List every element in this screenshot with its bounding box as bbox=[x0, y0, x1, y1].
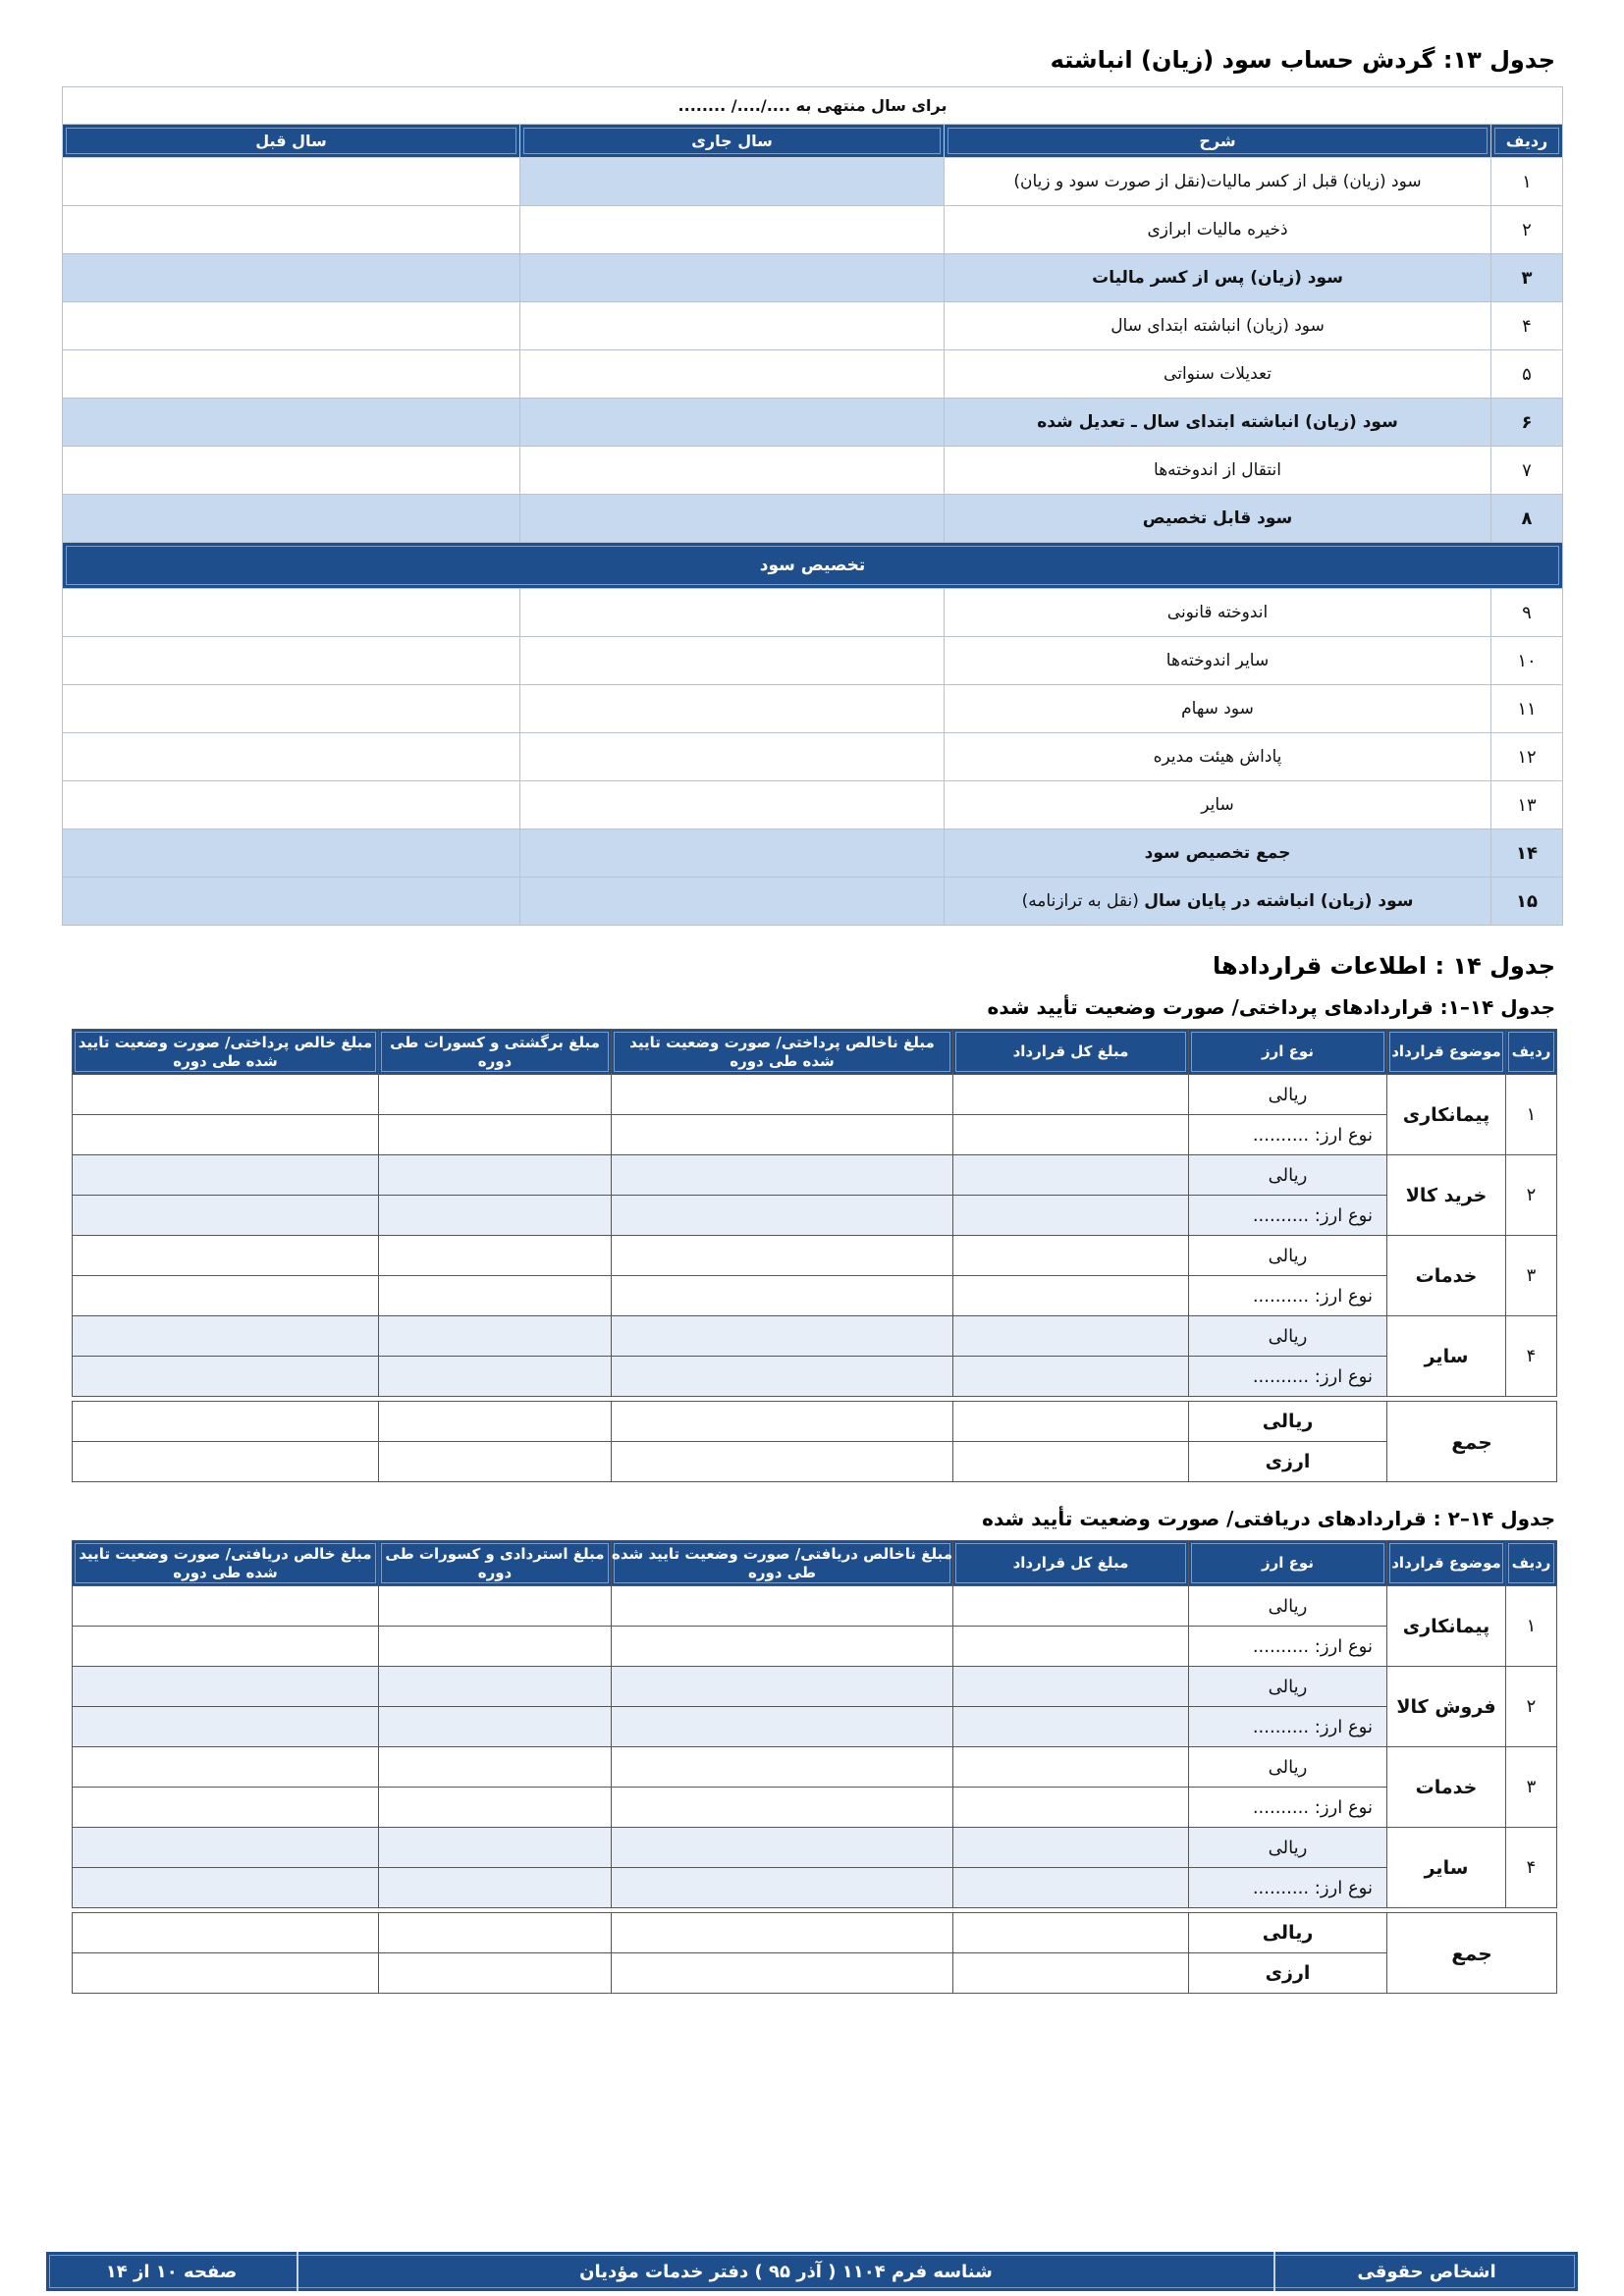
page-footer bbox=[46, 2252, 1578, 2291]
allocation-header: تخصیص سود bbox=[63, 543, 1563, 589]
contract-row-foreign bbox=[73, 1357, 1557, 1397]
row-index: ۴ bbox=[1506, 1828, 1557, 1908]
contract-row bbox=[73, 1155, 1557, 1196]
row-index: ۱۰ bbox=[1491, 637, 1563, 685]
total-amount-sum[interactable] bbox=[953, 1913, 1189, 1953]
current-year-field[interactable] bbox=[520, 447, 945, 495]
row-index: ۳ bbox=[1506, 1747, 1557, 1828]
row-description: جمع تخصیص سود bbox=[945, 829, 1491, 878]
net-amount-field[interactable] bbox=[73, 1357, 379, 1397]
current-year-field[interactable] bbox=[520, 495, 945, 543]
total-amount-field[interactable] bbox=[953, 1316, 1189, 1357]
currency-rial-label: ریالی bbox=[1189, 1236, 1387, 1276]
col-header-previous-year: سال قبل bbox=[63, 125, 520, 158]
currency-rial-label: ریالی bbox=[1189, 1667, 1387, 1707]
previous-year-field[interactable] bbox=[63, 733, 520, 781]
current-year-field[interactable] bbox=[520, 302, 945, 350]
row-index: ۱۳ bbox=[1491, 781, 1563, 829]
total-amount-field[interactable] bbox=[953, 1868, 1189, 1908]
current-year-field[interactable] bbox=[520, 878, 945, 926]
current-year-field[interactable] bbox=[520, 254, 945, 302]
gross-amount-field[interactable] bbox=[612, 1667, 953, 1707]
currency-rial-label: ریالی bbox=[1189, 1316, 1387, 1357]
gross-amount-field[interactable] bbox=[612, 1586, 953, 1627]
previous-year-field[interactable] bbox=[63, 781, 520, 829]
row-description bbox=[945, 878, 1491, 926]
contract-subject: خدمات bbox=[1387, 1236, 1506, 1316]
returns-amount-field[interactable] bbox=[379, 1115, 612, 1155]
row-index: ۱۲ bbox=[1491, 733, 1563, 781]
contract-row-foreign bbox=[73, 1115, 1557, 1155]
net-amount-field[interactable] bbox=[73, 1155, 379, 1196]
currency-other-field[interactable]: نوع ارز: .......... bbox=[1189, 1276, 1387, 1316]
returns-amount-sum[interactable] bbox=[379, 1953, 612, 1994]
contract-row bbox=[73, 1586, 1557, 1627]
contract-subject: فروش کالا bbox=[1387, 1667, 1506, 1747]
gross-amount-sum[interactable] bbox=[612, 1402, 953, 1442]
net-amount-field[interactable] bbox=[73, 1788, 379, 1828]
total-label: جمع bbox=[1387, 1913, 1557, 1994]
row-index: ۱ bbox=[1506, 1586, 1557, 1667]
gross-amount-field[interactable] bbox=[612, 1868, 953, 1908]
gross-amount-field[interactable] bbox=[612, 1828, 953, 1868]
contract-subject: پیمانکاری bbox=[1387, 1075, 1506, 1155]
gross-amount-field[interactable] bbox=[612, 1196, 953, 1236]
total-amount-sum[interactable] bbox=[953, 1442, 1189, 1482]
row-index: ۱۱ bbox=[1491, 685, 1563, 733]
gross-amount-sum[interactable] bbox=[612, 1442, 953, 1482]
col-header-total-amount: مبلغ کل قرارداد bbox=[953, 1030, 1189, 1075]
row-index: ۴ bbox=[1491, 302, 1563, 350]
row-index: ۲ bbox=[1491, 206, 1563, 254]
total-amount-field[interactable] bbox=[953, 1667, 1189, 1707]
previous-year-field[interactable] bbox=[63, 302, 520, 350]
col-header-currency-type: نوع ارز bbox=[1189, 1541, 1387, 1586]
gross-amount-field[interactable] bbox=[612, 1236, 953, 1276]
previous-year-field[interactable] bbox=[63, 447, 520, 495]
row-index: ۶ bbox=[1491, 399, 1563, 447]
col-header-returns-amount: مبلغ استردادی و کسورات طی دوره bbox=[379, 1541, 612, 1586]
currency-other-field[interactable]: نوع ارز: .......... bbox=[1189, 1196, 1387, 1236]
previous-year-field[interactable] bbox=[63, 206, 520, 254]
current-year-field[interactable] bbox=[520, 158, 945, 206]
period-label: برای سال منتهی به ..../..../ ........ bbox=[63, 87, 1563, 125]
gross-amount-field[interactable] bbox=[612, 1627, 953, 1667]
col-header-desc: شرح bbox=[945, 125, 1491, 158]
gross-amount-field[interactable] bbox=[612, 1316, 953, 1357]
returns-amount-field[interactable] bbox=[379, 1075, 612, 1115]
currency-other-field[interactable]: نوع ارز: .......... bbox=[1189, 1357, 1387, 1397]
total-amount-field[interactable] bbox=[953, 1627, 1189, 1667]
returns-amount-sum[interactable] bbox=[379, 1442, 612, 1482]
col-header-gross-amount: مبلغ ناخالص دریافتی/ صورت وضعیت تایید شده طی دوره bbox=[612, 1541, 953, 1586]
total-label: جمع bbox=[1387, 1402, 1557, 1482]
currency-rial-label: ریالی bbox=[1189, 1747, 1387, 1788]
net-amount-field[interactable] bbox=[73, 1747, 379, 1788]
returns-amount-field[interactable] bbox=[379, 1196, 612, 1236]
net-amount-field[interactable] bbox=[73, 1707, 379, 1747]
row-index: ۵ bbox=[1491, 350, 1563, 399]
row-index: ۷ bbox=[1491, 447, 1563, 495]
col-header-idx: ردیف bbox=[1506, 1030, 1557, 1075]
returns-amount-field[interactable] bbox=[379, 1155, 612, 1196]
returns-amount-field[interactable] bbox=[379, 1667, 612, 1707]
total-rial-label: ریالی bbox=[1189, 1913, 1387, 1953]
gross-amount-field[interactable] bbox=[612, 1155, 953, 1196]
row-description-bold: سود (زیان) انباشته در پایان سال bbox=[1144, 891, 1414, 911]
current-year-field[interactable] bbox=[520, 685, 945, 733]
net-amount-field[interactable] bbox=[73, 1236, 379, 1276]
row-index: ۲ bbox=[1506, 1155, 1557, 1236]
col-header-idx: ردیف bbox=[1491, 125, 1563, 158]
row-description: سود سهام bbox=[945, 685, 1491, 733]
row-description: تعدیلات سنواتی bbox=[945, 350, 1491, 399]
table13-title: جدول ۱۳: گردش حساب سود (زیان) انباشته bbox=[1050, 46, 1555, 74]
total-amount-field[interactable] bbox=[953, 1115, 1189, 1155]
currency-rial-label: ریالی bbox=[1189, 1586, 1387, 1627]
contract-row-foreign bbox=[73, 1196, 1557, 1236]
col-header-net-amount: مبلغ خالص دریافتی/ صورت وضعیت تایید شده طی دوره bbox=[73, 1541, 379, 1586]
net-amount-sum[interactable] bbox=[73, 1442, 379, 1482]
col-header-total-amount: مبلغ کل قرارداد bbox=[953, 1541, 1189, 1586]
previous-year-field[interactable] bbox=[63, 495, 520, 543]
current-year-field[interactable] bbox=[520, 350, 945, 399]
row-description: سود (زیان) قبل از کسر مالیات(نقل از صورت سود و زیان) bbox=[945, 158, 1491, 206]
previous-year-field[interactable] bbox=[63, 829, 520, 878]
gross-amount-field[interactable] bbox=[612, 1115, 953, 1155]
previous-year-field[interactable] bbox=[63, 254, 520, 302]
net-amount-field[interactable] bbox=[73, 1586, 379, 1627]
contract-subject: سایر bbox=[1387, 1828, 1506, 1908]
net-amount-field[interactable] bbox=[73, 1868, 379, 1908]
row-description-note: (نقل به ترازنامه) bbox=[1021, 891, 1145, 911]
col-header-gross-amount: مبلغ ناخالص پرداختی/ صورت وضعیت تایید شده طی دوره bbox=[612, 1030, 953, 1075]
total-amount-field[interactable] bbox=[953, 1196, 1189, 1236]
col-header-currency-type: نوع ارز bbox=[1189, 1030, 1387, 1075]
contract-subject: خرید کالا bbox=[1387, 1155, 1506, 1236]
total-amount-field[interactable] bbox=[953, 1828, 1189, 1868]
contract-subject: سایر bbox=[1387, 1316, 1506, 1397]
net-amount-field[interactable] bbox=[73, 1276, 379, 1316]
row-description: ذخیره مالیات ابرازی bbox=[945, 206, 1491, 254]
contract-row bbox=[73, 1667, 1557, 1707]
previous-year-field[interactable] bbox=[63, 878, 520, 926]
net-amount-field[interactable] bbox=[73, 1075, 379, 1115]
returns-amount-sum[interactable] bbox=[379, 1402, 612, 1442]
retained-earnings-table bbox=[62, 86, 1563, 926]
row-index: ۹ bbox=[1491, 589, 1563, 637]
net-amount-field[interactable] bbox=[73, 1316, 379, 1357]
returns-amount-field[interactable] bbox=[379, 1586, 612, 1627]
returns-amount-field[interactable] bbox=[379, 1707, 612, 1747]
total-amount-field[interactable] bbox=[953, 1357, 1189, 1397]
currency-rial-label: ریالی bbox=[1189, 1155, 1387, 1196]
row-description: اندوخته قانونی bbox=[945, 589, 1491, 637]
net-amount-field[interactable] bbox=[73, 1115, 379, 1155]
current-year-field[interactable] bbox=[520, 399, 945, 447]
contract-row-foreign bbox=[73, 1276, 1557, 1316]
current-year-field[interactable] bbox=[520, 589, 945, 637]
currency-other-field[interactable]: نوع ارز: .......... bbox=[1189, 1627, 1387, 1667]
row-description: سایر اندوخته‌ها bbox=[945, 637, 1491, 685]
previous-year-field[interactable] bbox=[63, 350, 520, 399]
gross-amount-sum[interactable] bbox=[612, 1913, 953, 1953]
row-description: سود (زیان) انباشته ابتدای سال ـ تعدیل شده bbox=[945, 399, 1491, 447]
previous-year-field[interactable] bbox=[63, 399, 520, 447]
total-foreign-label: ارزی bbox=[1189, 1953, 1387, 1994]
gross-amount-field[interactable] bbox=[612, 1747, 953, 1788]
net-amount-sum[interactable] bbox=[73, 1402, 379, 1442]
contract-row-foreign bbox=[73, 1627, 1557, 1667]
net-amount-sum[interactable] bbox=[73, 1953, 379, 1994]
net-amount-field[interactable] bbox=[73, 1627, 379, 1667]
currency-other-field[interactable]: نوع ارز: .......... bbox=[1189, 1868, 1387, 1908]
total-amount-field[interactable] bbox=[953, 1276, 1189, 1316]
currency-other-field[interactable]: نوع ارز: .......... bbox=[1189, 1788, 1387, 1828]
contract-subject: خدمات bbox=[1387, 1747, 1506, 1828]
row-index: ۱ bbox=[1491, 158, 1563, 206]
table14-title: جدول ۱۴ : اطلاعات قراردادها bbox=[1212, 952, 1555, 980]
total-amount-field[interactable] bbox=[953, 1075, 1189, 1115]
previous-year-field[interactable] bbox=[63, 589, 520, 637]
col-header-returns-amount: مبلغ برگشتی و کسورات طی دوره bbox=[379, 1030, 612, 1075]
receivable-contracts-table bbox=[72, 1540, 1557, 1994]
row-description: سود قابل تخصیص bbox=[945, 495, 1491, 543]
net-amount-sum[interactable] bbox=[73, 1913, 379, 1953]
footer-form-id: شناسه فرم ۱۱۰۴ ( آذر ۹۵ ) دفتر خدمات مؤدیان bbox=[297, 2252, 1273, 2291]
table14-2-title: جدول ۱۴–۲ : قراردادهای دریافتی/ صورت وضعیت تأیید شده bbox=[982, 1507, 1555, 1530]
row-description: انتقال از اندوخته‌ها bbox=[945, 447, 1491, 495]
currency-other-field[interactable]: نوع ارز: .......... bbox=[1189, 1707, 1387, 1747]
gross-amount-field[interactable] bbox=[612, 1276, 953, 1316]
returns-amount-field[interactable] bbox=[379, 1357, 612, 1397]
returns-amount-field[interactable] bbox=[379, 1868, 612, 1908]
contract-row-foreign bbox=[73, 1707, 1557, 1747]
net-amount-field[interactable] bbox=[73, 1828, 379, 1868]
current-year-field[interactable] bbox=[520, 781, 945, 829]
row-description: سایر bbox=[945, 781, 1491, 829]
total-amount-field[interactable] bbox=[953, 1707, 1189, 1747]
total-amount-sum[interactable] bbox=[953, 1953, 1189, 1994]
net-amount-field[interactable] bbox=[73, 1667, 379, 1707]
table14-1-title: جدول ۱۴–۱: قراردادهای پرداختی/ صورت وضعیت تأیید شده bbox=[987, 995, 1555, 1019]
returns-amount-field[interactable] bbox=[379, 1276, 612, 1316]
returns-amount-field[interactable] bbox=[379, 1747, 612, 1788]
footer-page-number: صفحه ۱۰ از ۱۴ bbox=[105, 2261, 238, 2282]
previous-year-field[interactable] bbox=[63, 685, 520, 733]
footer-entity: اشخاص حقوقی bbox=[1273, 2252, 1578, 2291]
contract-row bbox=[73, 1316, 1557, 1357]
col-header-net-amount: مبلغ خالص پرداختی/ صورت وضعیت تایید شده طی دوره bbox=[73, 1030, 379, 1075]
col-header-subject: موضوع قرارداد bbox=[1387, 1541, 1506, 1586]
total-rial-label: ریالی bbox=[1189, 1402, 1387, 1442]
contract-subject: پیمانکاری bbox=[1387, 1586, 1506, 1667]
contract-row bbox=[73, 1236, 1557, 1276]
current-year-field[interactable] bbox=[520, 206, 945, 254]
total-foreign-label: ارزی bbox=[1189, 1442, 1387, 1482]
row-index: ۲ bbox=[1506, 1667, 1557, 1747]
col-header-subject: موضوع قرارداد bbox=[1387, 1030, 1506, 1075]
total-amount-field[interactable] bbox=[953, 1236, 1189, 1276]
total-amount-field[interactable] bbox=[953, 1155, 1189, 1196]
current-year-field[interactable] bbox=[520, 829, 945, 878]
current-year-field[interactable] bbox=[520, 637, 945, 685]
returns-amount-field[interactable] bbox=[379, 1828, 612, 1868]
currency-rial-label: ریالی bbox=[1189, 1075, 1387, 1115]
current-year-field[interactable] bbox=[520, 733, 945, 781]
row-description: سود (زیان) پس از کسر مالیات bbox=[945, 254, 1491, 302]
col-header-current-year: سال جاری bbox=[520, 125, 945, 158]
row-index: ۱ bbox=[1506, 1075, 1557, 1155]
gross-amount-field[interactable] bbox=[612, 1788, 953, 1828]
total-amount-field[interactable] bbox=[953, 1586, 1189, 1627]
row-description: پاداش هیئت مدیره bbox=[945, 733, 1491, 781]
gross-amount-sum[interactable] bbox=[612, 1953, 953, 1994]
row-index: ۸ bbox=[1491, 495, 1563, 543]
contract-row-foreign bbox=[73, 1868, 1557, 1908]
contract-row bbox=[73, 1747, 1557, 1788]
returns-amount-field[interactable] bbox=[379, 1627, 612, 1667]
payable-contracts-table bbox=[72, 1029, 1557, 1482]
net-amount-field[interactable] bbox=[73, 1196, 379, 1236]
col-header-idx: ردیف bbox=[1506, 1541, 1557, 1586]
gross-amount-field[interactable] bbox=[612, 1707, 953, 1747]
row-index: ۱۴ bbox=[1491, 829, 1563, 878]
row-description: سود (زیان) انباشته ابتدای سال bbox=[945, 302, 1491, 350]
currency-other-field[interactable]: نوع ارز: .......... bbox=[1189, 1115, 1387, 1155]
total-amount-field[interactable] bbox=[953, 1747, 1189, 1788]
contract-row bbox=[73, 1828, 1557, 1868]
total-amount-sum[interactable] bbox=[953, 1402, 1189, 1442]
returns-amount-field[interactable] bbox=[379, 1788, 612, 1828]
row-index: ۳ bbox=[1491, 254, 1563, 302]
returns-amount-field[interactable] bbox=[379, 1316, 612, 1357]
contract-row bbox=[73, 1075, 1557, 1115]
total-amount-field[interactable] bbox=[953, 1788, 1189, 1828]
gross-amount-field[interactable] bbox=[612, 1357, 953, 1397]
gross-amount-field[interactable] bbox=[612, 1075, 953, 1115]
currency-rial-label: ریالی bbox=[1189, 1828, 1387, 1868]
previous-year-field[interactable] bbox=[63, 637, 520, 685]
contract-row-foreign bbox=[73, 1788, 1557, 1828]
previous-year-field[interactable] bbox=[63, 158, 520, 206]
returns-amount-field[interactable] bbox=[379, 1236, 612, 1276]
returns-amount-sum[interactable] bbox=[379, 1913, 612, 1953]
row-index: ۳ bbox=[1506, 1236, 1557, 1316]
row-index: ۱۵ bbox=[1491, 878, 1563, 926]
row-index: ۴ bbox=[1506, 1316, 1557, 1397]
